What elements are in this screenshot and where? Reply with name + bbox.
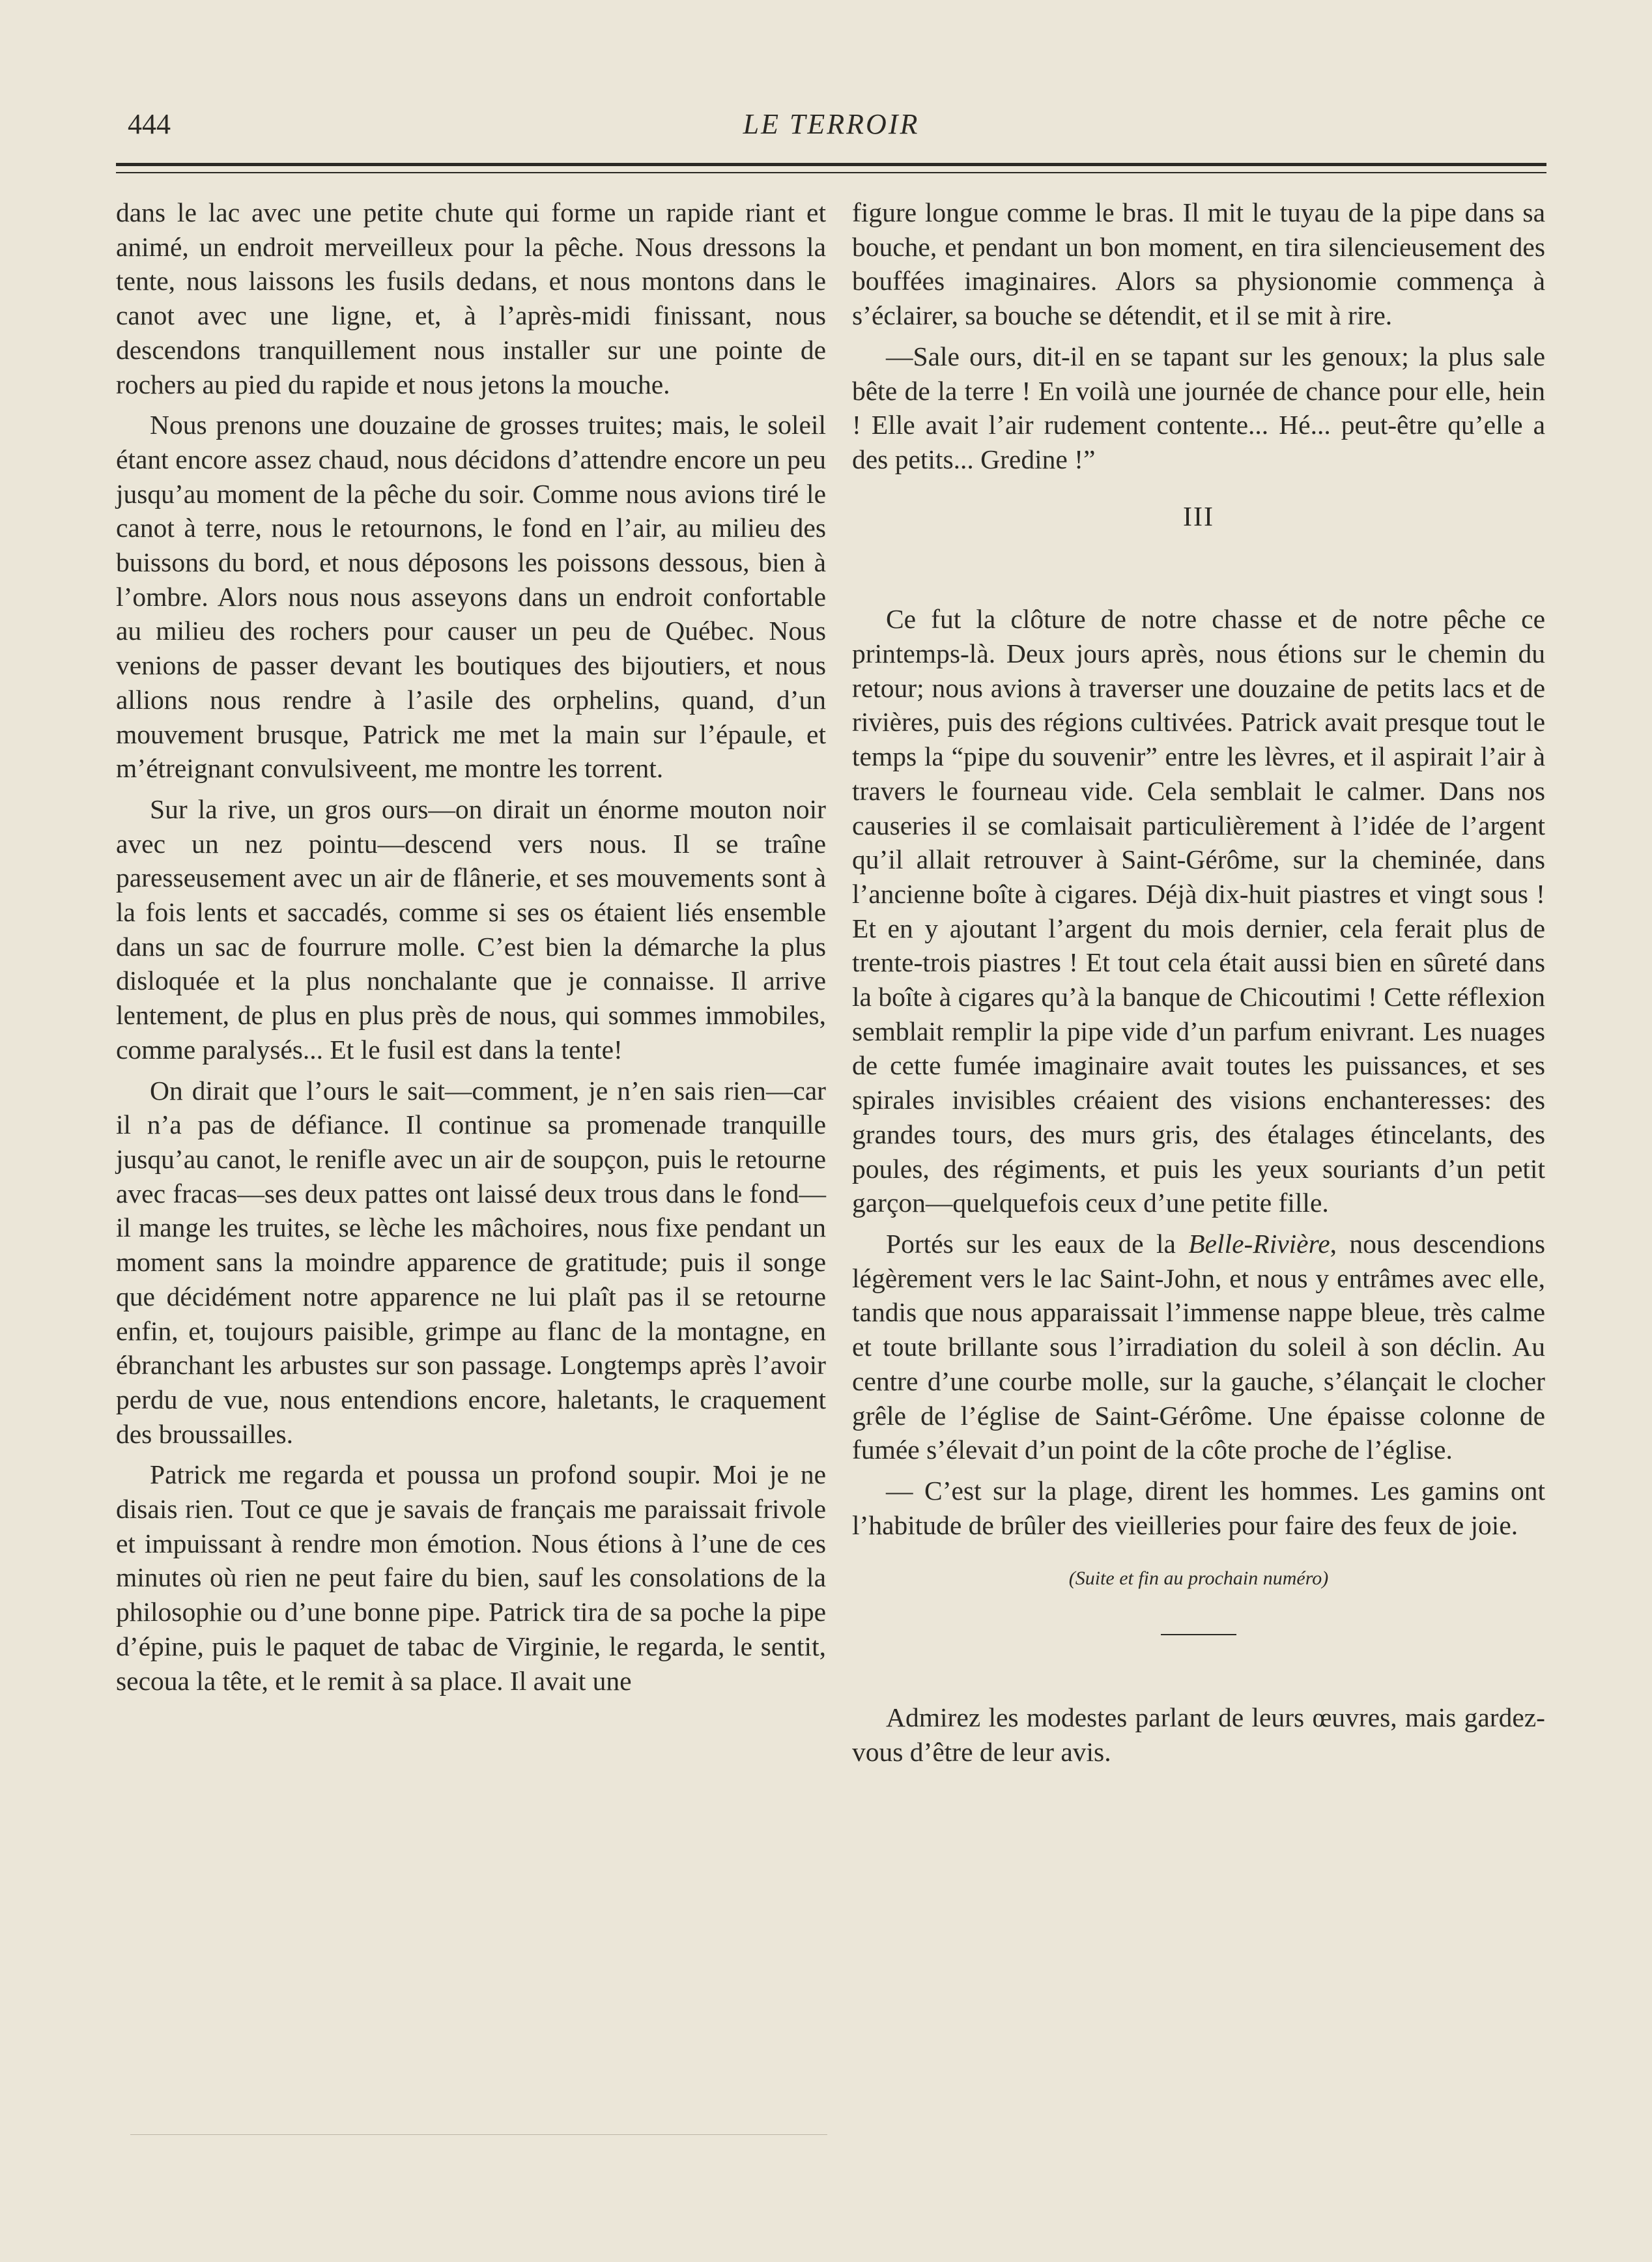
header-rule-thick [116,163,1546,166]
page-header [116,107,1546,147]
page-number: 444 [128,108,171,140]
paragraph: Nous prenons une douzaine de grosses truites; mais, le soleil étant encore assez chaud, nous décidons d’attendre encore un peu jusqu’au moment de la pêche du soir. Comme nous avions tiré le canot à terre, nous le retournons, le fond en l’air, au milieu des buissons du bord, et nous déposons les poissons dessous, bien à l’ombre. Alors nous nous asseyons dans un endroit confortable au milieu des rochers pour causer un peu de Québec. Nous venions de passer devant les boutiques des bijoutiers, et nous allions nous rendre à l’asile des orphelins, quand, d’un mouvement brusque, Patrick me met la main sur l’épaule, et m’étreignant convulsiveent, me montre les torrent. [116,410,826,784]
paragraph: — C’est sur la plage, dirent les hommes. Les gamins ont l’habitude de brûler des vieilleries pour faire des feux de joie. [852,1475,1545,1540]
bottom-rule [130,2134,827,2135]
right-column [852,195,1545,1775]
text-run: Portés sur les eaux de la [886,1228,1189,1259]
paragraph: —Sale ours, dit-il en se tapant sur les genoux; la plus sale bête de la terre ! En voilà une journée de chance pour elle, hein ! Elle avait l’air rudement contente... Hé... peut-être qu’elle a des petits... Gredine !” [852,341,1545,474]
river-name: Belle-Rivière [1188,1228,1330,1259]
paragraph: Sur la rive, un gros ours—on dirait un énorme mouton noir avec un nez pointu—descend vers nous. Il se traîne paresseusement avec un air de flânerie, et ses mouvements sont à la fois lents et saccadés, comme si ses os étaient liés ensemble dans un sac de fourrure molle. C’est bien la démarche la plus disloquée et la plus nonchalante que je connaisse. Il arrive lentement, de plus en plus près de nous, qui sommes immobiles, comme paralysés... Et le fusil est dans la tente! [116,794,826,1065]
left-column [116,195,826,1704]
paragraph: On dirait que l’ours le sait—comment, je n’en sais rien—car il n’a pas de défiance. Il continue sa promenade tranquille jusqu’au canot, le renifle avec un air de soupçon, puis le retourne avec fracas—ses deux pattes ont laissé deux trous dans le fond—il mange les truites, se lèche les mâchoires, nous fixe pendant un moment sans la moindre apparence de gratitude; puis il songe que décidément notre apparence ne lui plaît pas il se retourne enfin, et, toujours paisible, grimpe au flanc de la montagne, en ébranchant les arbustes sur son passage. Longtemps après l’avoir perdu de vue, nous entendions encore, haletants, le craquement des broussailles. [116,1075,826,1449]
separator-rule [1161,1634,1236,1635]
paragraph-river [852,1227,1545,1467]
section-number: III [1183,502,1214,532]
paragraph: figure longue comme le bras. Il mit le tuyau de la pipe dans sa bouche, et pendant un bon moment, en tira silencieusement des bouffées imaginaires. Alors sa physionomie commença à s’éclairer, sa bouche se détendit, et il se mit à rire. [852,197,1545,331]
paragraph: Patrick me regarda et poussa un profond soupir. Moi je ne disais rien. Tout ce que je savais de français me paraissait frivole et impuissant à rendre mon émotion. Nous étions à l’une de ces minutes où rien ne peut faire du bien, sauf les consolations de la philosophie ou d’une bonne pipe. Patrick tira de sa poche la pipe d’épine, puis le paquet de tabac de Virginie, le regarda, le sentit, secoua la tête, et le remit à sa place. Il avait une [116,1459,826,1696]
paragraph: Ce fut la clôture de notre chasse et de notre pêche ce printemps-là. Deux jours après, nous étions sur le chemin du retour; nous avions à traverser une douzaine de petits lacs et de rivières, puis des régions cultivées. Patrick avait presque tout le temps la “pipe du souvenir” entre les lèvres, et il aspirait l’air à travers le fourneau vide. Cela semblait le calmer. Dans nos causeries il se comlaisait particulièrement à l’idée de l’argent qu’il allait retrouver à Saint-Gérôme, sur la cheminée, dans l’ancienne boîte à cigares. Déjà dix-huit piastres et vingt sous ! Et en y ajoutant l’argent du mois dernier, cela ferait plus de trente-trois piastres ! Et tout cela était aussi bien en sûreté dans la boîte à cigares qu’à la banque de Chicoutimi ! Cette réflexion semblait remplir la pipe vide d’un parfum enivrant. Les nuages de cette fumée imaginaire avait toutes les puissances, et ses spirales invisibles créaient des visions enchanteresses: des grandes tours, des murs gris, des étalages étincelants, des poules, des régiments, et puis les yeux souriants d’un petit garçon—quelquefois ceux d’une petite fille. [852,604,1545,1218]
text-run: , nous descendions légèrement vers le lac Saint-John, et nous y entrâmes avec elle, tandis que nous apparaissait l’immense nappe bleue, très calme et toute brillante sous l’irradiation du soleil à son déclin. Au centre d’une courbe molle, sur la gauche, s’élançait le clocher grêle de l’église de Saint-Gérôme. Une épaisse colonne de fumée s’élevait d’un point de la côte proche de l’église. [852,1228,1546,1465]
maxim: Admirez les modestes parlant de leurs œuvres, mais gardez-vous d’être de leur avis. [852,1702,1545,1767]
to-be-continued-note: (Suite et fin au prochain numéro) [1068,1568,1329,1590]
paragraph: dans le lac avec une petite chute qui forme un rapide riant et animé, un endroit merveilleux pour la pêche. Nous dressons la tente, nous laissons les fusils dedans, et nous montons dans le canot avec une ligne, et, à l’après-midi finissant, nous descendons tranquillement nous installer sur une pointe de rochers au pied du rapide et nous jetons la mouche. [116,197,826,399]
header-rule-thin [116,172,1546,173]
running-title: LE TERROIR [743,108,920,140]
